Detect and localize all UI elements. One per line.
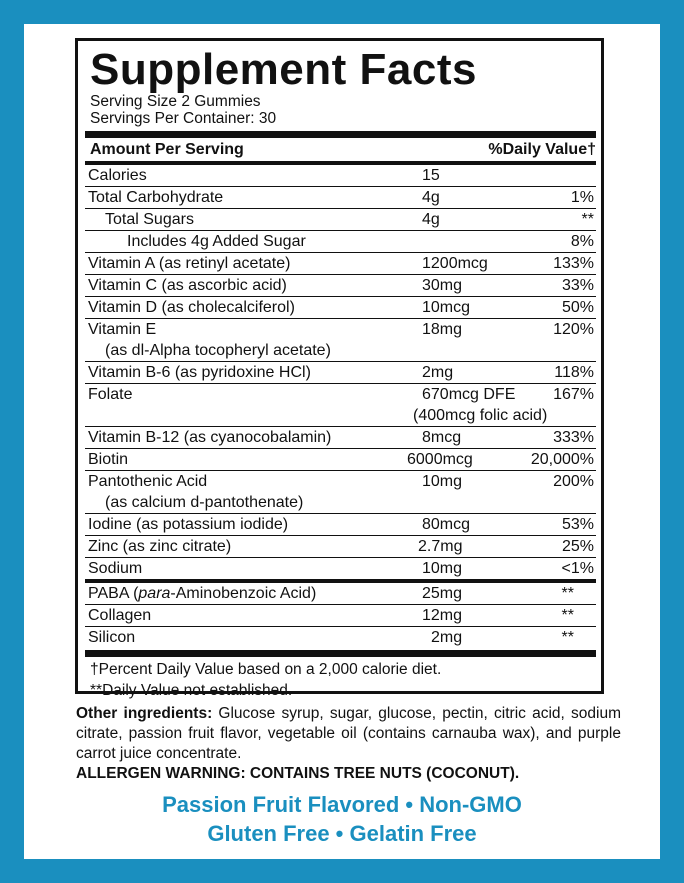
nutrient-amount: 670mcg DFE [422, 386, 516, 403]
nutrient-row-total-sugars [85, 209, 596, 231]
nutrient-dv: 333% [553, 429, 594, 446]
ingredient-name-prefix: PABA ( [88, 585, 139, 602]
nutrient-row-vitamin-e [85, 319, 596, 362]
nutrient-row-vitamin-b6 [85, 362, 596, 384]
nutrient-amount: 4g [422, 189, 440, 206]
nutrient-dv: <1% [561, 560, 594, 577]
nutrient-amount: 30mg [422, 277, 463, 294]
nutrient-name: Vitamin E [88, 321, 157, 338]
nutrient-dv: 20,000% [530, 451, 594, 468]
tagline-flavor: Passion Fruit Flavored • Non-GMO [162, 792, 522, 817]
nutrient-amount: 6000mcg [407, 451, 473, 468]
nutrient-dv: 1% [570, 189, 594, 206]
ingredient-name-italic: para [138, 585, 171, 602]
nutrient-amount: 4g [422, 211, 440, 228]
ingredient-dv: ** [561, 585, 574, 602]
nutrient-name: Vitamin C (as ascorbic acid) [88, 277, 287, 294]
nutrient-dv: 25% [561, 538, 594, 555]
nutrient-dv: ** [581, 211, 594, 228]
nutrient-amount-detail: (400mcg folic acid) [413, 407, 548, 424]
nutrient-name: Iodine (as potassium iodide) [88, 516, 289, 533]
nutrient-amount: 8mcg [422, 429, 462, 446]
nutrient-amount: 2mg [422, 364, 454, 381]
ingredient-amount: 25mg [422, 585, 463, 602]
nutrient-dv: 200% [553, 473, 594, 490]
footnote-not-established: **Daily Value not established. [90, 682, 293, 699]
nutrient-row-biotin [85, 449, 596, 471]
nutrient-row-carbohydrate [85, 187, 596, 209]
panel-title: Supplement Facts [90, 45, 477, 94]
nutrient-name: Total Carbohydrate [88, 189, 224, 206]
table-header [85, 138, 596, 161]
nutrient-row-folate [85, 384, 596, 427]
nutrient-dv: 8% [570, 233, 594, 250]
nutrient-dv: 133% [553, 255, 594, 272]
nutrient-row-vitamin-c [85, 275, 596, 297]
ingredient-row-silicon [85, 627, 596, 648]
footnote-daily-value: †Percent Daily Value based on a 2,000 calorie diet. [90, 661, 442, 678]
nutrient-row-vitamin-a [85, 253, 596, 275]
nutrient-dv: 118% [554, 364, 594, 381]
tagline-free-from: Gluten Free • Gelatin Free [207, 821, 477, 846]
nutrient-source: (as dl-Alpha tocopheryl acetate) [105, 342, 331, 359]
nutrient-name: Pantothenic Acid [88, 473, 208, 490]
ingredient-name: Silicon [88, 629, 136, 646]
nutrient-name: Includes 4g Added Sugar [127, 233, 306, 250]
nutrient-name: Zinc (as zinc citrate) [88, 538, 232, 555]
nutrient-name: Total Sugars [105, 211, 194, 228]
ingredient-dv: ** [561, 629, 574, 646]
ingredient-amount: 12mg [422, 607, 463, 624]
nutrient-name: Vitamin B-6 (as pyridoxine HCl) [88, 364, 311, 381]
nutrient-dv: 167% [553, 386, 594, 403]
daily-value-header: %Daily Value† [488, 141, 596, 158]
ingredient-row-paba [85, 583, 596, 605]
nutrient-amount: 80mcg [422, 516, 471, 533]
nutrient-name: Calories [88, 167, 147, 184]
ingredient-name [88, 585, 316, 602]
nutrient-name: Vitamin A (as retinyl acetate) [88, 255, 291, 272]
other-ingredients [76, 704, 621, 784]
nutrient-name: Biotin [88, 451, 129, 468]
nutrient-amount: 10mcg [422, 299, 471, 316]
nutrient-row-vitamin-d [85, 297, 596, 319]
nutrient-row-sodium [85, 558, 596, 579]
nutrient-row-vitamin-b12 [85, 427, 596, 449]
nutrient-dv: 120% [553, 321, 594, 338]
nutrient-amount: 10mg [422, 473, 463, 490]
ingredient-amount: 2mg [431, 629, 463, 646]
allergen-warning: ALLERGEN WARNING: CONTAINS TREE NUTS (COCONUT). [76, 765, 520, 782]
serving-size: Serving Size 2 Gummies [90, 93, 261, 110]
thick-divider [85, 650, 596, 657]
nutrient-amount: 15 [422, 167, 440, 184]
supplement-facts-panel [75, 38, 604, 699]
other-ingredients-label: Other ingredients: [76, 705, 213, 722]
nutrient-name: Vitamin D (as cholecalciferol) [88, 299, 295, 316]
nutrient-amount: 10mg [422, 560, 463, 577]
nutrient-dv: 33% [561, 277, 594, 294]
nutrient-dv: 50% [561, 299, 594, 316]
nutrient-row-zinc [85, 536, 596, 558]
nutrient-row-pantothenic-acid [85, 471, 596, 514]
nutrient-source: (as calcium d-pantothenate) [105, 494, 304, 511]
ingredient-dv: ** [561, 607, 574, 624]
nutrient-amount: 18mg [422, 321, 463, 338]
other-ingredients-text: Glucose syrup, sugar, glucose, pectin, citric acid, sodium citrate, passion fruit flavor, vegetable oil (contains carnauba wax), and purple carrot juice concentrate. [76, 705, 621, 762]
servings-per-container: Servings Per Container: 30 [90, 110, 277, 127]
ingredient-row-collagen [85, 605, 596, 627]
label-card [24, 24, 660, 859]
nutrient-dv: 53% [561, 516, 594, 533]
ingredient-name: Collagen [88, 607, 152, 624]
nutrient-name: Sodium [88, 560, 143, 577]
nutrient-amount: 2.7mg [418, 538, 463, 555]
thick-divider [85, 131, 596, 138]
nutrient-row-iodine [85, 514, 596, 536]
nutrient-name: Vitamin B-12 (as cyanocobalamin) [88, 429, 332, 446]
nutrient-amount: 1200mcg [422, 255, 488, 272]
nutrient-row-added-sugar [85, 231, 596, 253]
amount-header: Amount Per Serving [90, 141, 244, 158]
ingredient-name-suffix: -Aminobenzoic Acid) [170, 585, 317, 602]
nutrient-name: Folate [88, 386, 133, 403]
nutrient-row-calories [85, 165, 596, 187]
